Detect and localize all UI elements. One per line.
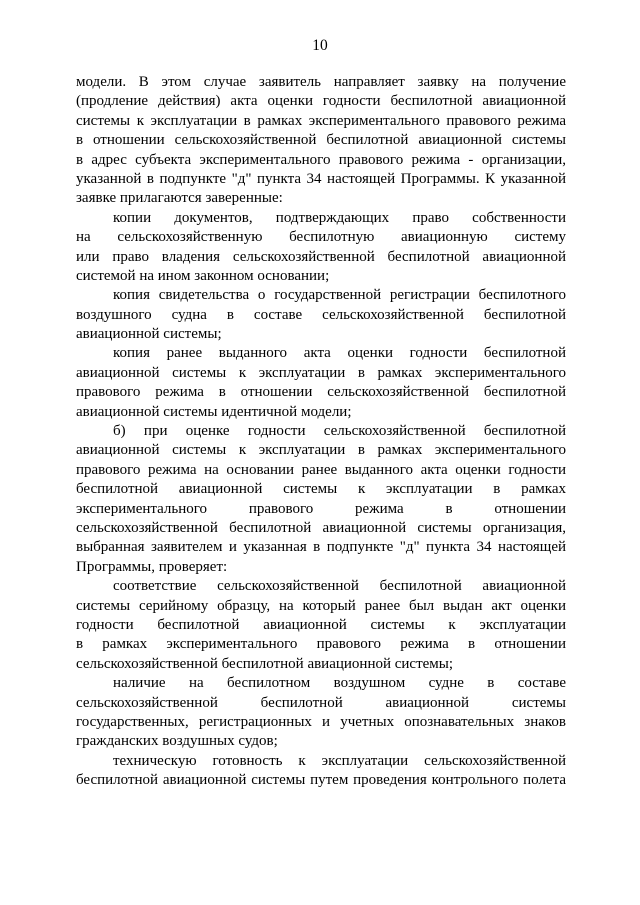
page-number: 10 — [312, 37, 328, 54]
text-line: Программы, проверяет: — [76, 558, 228, 575]
text-line: авиационной системы; — [76, 326, 222, 343]
text-line: выбранная заявителем и указанная в подпункте "д" пункта 34 настоящей — [76, 539, 566, 556]
text-line: правового режима в отношении сельскохозяйственной беспилотной — [76, 384, 566, 401]
text-line: сельскохозяйственной беспилотной авиационной системы; — [76, 655, 454, 672]
text-line: соответствие сельскохозяйственной беспилотной авиационной — [113, 578, 566, 595]
text-line: сельскохозяйственной беспилотной авиационной системы организация, — [76, 519, 566, 536]
text-line: копия ранее выданного акта оценки годности беспилотной — [113, 345, 566, 362]
text-line: в рамках экспериментального правового режима в отношении — [76, 636, 566, 653]
text-line: государственных, регистрационных и учетных опознавательных знаков — [76, 713, 566, 730]
text-line: модели. В этом случае заявитель направляет заявку на получение — [76, 74, 566, 90]
text-line: указанной в подпункте "д" пункта 34 настоящей Программы. К указанной — [76, 170, 566, 187]
text-line: копия свидетельства о государственной регистрации беспилотного — [113, 287, 566, 304]
text-line: авиационной системы к эксплуатации в рамках экспериментального — [76, 364, 566, 381]
text-line: гражданских воздушных судов; — [76, 733, 278, 750]
text-line: в отношении сельскохозяйственной беспилотной авиационной системы — [76, 132, 566, 149]
text-line: воздушного судна в составе сельскохозяйственной беспилотной — [76, 306, 566, 323]
text-line: наличие на беспилотном воздушном судне в составе — [113, 675, 566, 692]
document-body — [76, 73, 566, 790]
text-line: или право владения сельскохозяйственной беспилотной авиационной — [76, 248, 566, 265]
text-line: беспилотной авиационной системы к эксплуатации в рамках — [76, 481, 566, 498]
text-line: авиационной системы идентичной модели; — [76, 403, 352, 420]
text-line: копии документов, подтверждающих право собственности — [113, 209, 566, 226]
text-line: авиационной системы к эксплуатации в рамках экспериментального — [76, 442, 566, 459]
text-line: правового режима на основании ранее выданного акта оценки годности — [76, 461, 566, 478]
text-line: техническую готовность к эксплуатации сельскохозяйственной — [113, 752, 566, 769]
text-line: системы серийному образцу, на который ранее был выдан акт оценки — [76, 597, 566, 614]
text-line: заявке прилагаются заверенные: — [76, 190, 283, 207]
text-line: экспериментального правового режима в отношении — [76, 500, 566, 517]
text-line: беспилотной авиационной системы путем проведения контрольного полета — [76, 772, 566, 789]
text-line: годности беспилотной авиационной системы к эксплуатации — [76, 616, 566, 633]
text-line: в адрес субъекта экспериментального правового режима - организации, — [76, 151, 566, 168]
text-line: (продление действия) акта оценки годности беспилотной авиационной — [76, 93, 566, 110]
text-line: системы к эксплуатации в рамках экспериментального правового режима — [76, 112, 566, 129]
text-line: системой на ином законном основании; — [76, 267, 330, 284]
text-line: на сельскохозяйственную беспилотную авиационную систему — [76, 229, 566, 246]
text-line: сельскохозяйственной беспилотной авиационной системы — [76, 694, 566, 711]
text-line: б) при оценке годности сельскохозяйственной беспилотной — [113, 423, 566, 440]
